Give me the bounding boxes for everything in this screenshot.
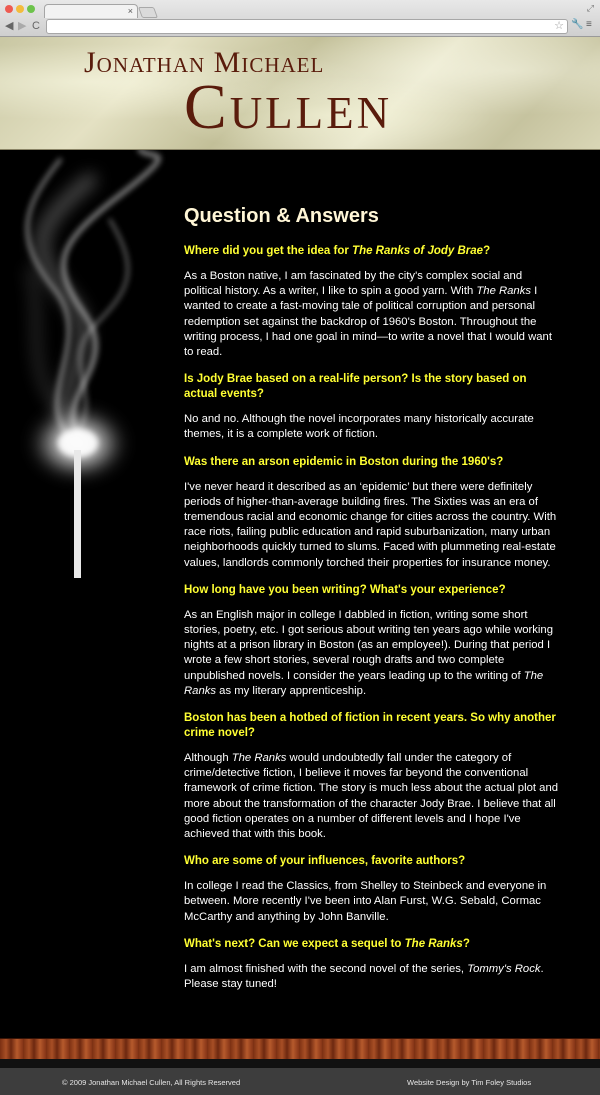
close-tab-icon[interactable]: × bbox=[127, 6, 133, 16]
answer-5: Although The Ranks would undoubtedly fall under the category of crime/detective fiction, I believe it moves far beyond the conventional framework of crime fiction. The story is much less about the actual plot and more about the transformation of the character Jody Brae. I believe that all good fiction operates on a number of different levels and I hope I've achieved that with this book. bbox=[184, 752, 559, 841]
reload-button[interactable]: C bbox=[32, 20, 40, 32]
question-3: Was there an arson epidemic in Boston during the 1960's? bbox=[184, 455, 504, 468]
answer-2: No and no. Although the novel incorporates many historically accurate themes, it is a complete work of fiction. bbox=[184, 413, 534, 441]
question-2: Is Jody Brae based on a real-life person? Is the story based on actual events? bbox=[184, 373, 527, 401]
bookmark-star-icon[interactable]: ☆ bbox=[554, 20, 564, 32]
browser-tab[interactable] bbox=[44, 4, 138, 18]
forward-button[interactable]: ▶ bbox=[18, 20, 27, 32]
browser-toolbar bbox=[0, 17, 600, 36]
smoke-plume bbox=[27, 150, 158, 440]
question-7: What's next? Can we expect a sequel to The Ranks? bbox=[184, 937, 470, 950]
zoom-window-button[interactable] bbox=[27, 5, 35, 13]
design-credit-link[interactable]: Website Design by Tim Foley Studios bbox=[407, 1078, 532, 1087]
answer-3: I've never heard it described as an ‘epidemic’ but there were definitely periods of higher-than-average building fires. The Sixties was an era of tremendous racial and economic change for cities across the country. With race riots, failing public education and rapid suburbanization, many urban neighborhoods quickly turned to slums. Faced with plummeting real-estate values, landlords commonly torched their properties for insurance money. bbox=[184, 480, 557, 569]
page-title: Question & Answers bbox=[184, 205, 379, 227]
author-first-names: Jonathan Michael bbox=[84, 46, 325, 79]
question-6: Who are some of your influences, favorite authors? bbox=[184, 855, 466, 868]
close-window-button[interactable] bbox=[5, 5, 13, 13]
address-bar[interactable] bbox=[46, 19, 568, 34]
answer-1: As a Boston native, I am fascinated by the city's complex social and political history. As a writer, I like to spin a good yarn. With The Ranks I wanted to create a fast-moving tale of political corruption and personal redemption set against the backdrop of 1960's Boston. Throughout the writing process, I had one goal in mind—to write a novel that I would want to read. bbox=[184, 270, 552, 359]
wood-divider bbox=[0, 1038, 600, 1060]
copyright-text: © 2009 Jonathan Michael Cullen, All Rights Reserved bbox=[62, 1078, 241, 1087]
main-content bbox=[184, 205, 562, 1004]
footer-gap bbox=[0, 1059, 600, 1068]
answer-4: As an English major in college I dabbled in fiction, writing some short stories, poetry, etc. I got serious about writing ten years ago while working nights at a prison library in Boston (as an employee!). During that period I wrote a few short stories, several rough drafts and two complete unpublished novels. I consider the years leading up to the writing of The Ranks as my literary apprenticeship. bbox=[184, 608, 554, 697]
site-header bbox=[0, 37, 600, 150]
back-button[interactable]: ◀ bbox=[5, 20, 14, 32]
menu-icon[interactable]: ≡ bbox=[586, 19, 592, 30]
tab-bar bbox=[0, 0, 600, 17]
burning-match-illustration bbox=[0, 150, 180, 580]
author-last-name: Cullen bbox=[184, 71, 393, 142]
question-4: How long have you been writing? What's your experience? bbox=[184, 583, 506, 596]
question-5: Boston has been a hotbed of fiction in recent years. So why another crime novel? bbox=[184, 712, 556, 740]
match-stick bbox=[74, 450, 81, 578]
minimize-window-button[interactable] bbox=[16, 5, 24, 13]
answer-7: I am almost finished with the second novel of the series, Tommy's Rock. Please stay tuned! bbox=[184, 962, 544, 991]
site-footer bbox=[0, 1068, 600, 1095]
question-1: Where did you get the idea for The Ranks of Jody Brae? bbox=[184, 245, 491, 257]
answer-6: In college I read the Classics, from Shelley to Steinbeck and everyone in between. More recently I've been into Alan Furst, W.G. Sebald, Cormac McCarthy and anything by John Banville. bbox=[184, 880, 547, 923]
wrench-icon[interactable]: 🔧 bbox=[571, 19, 584, 30]
fullscreen-icon[interactable]: ⤢ bbox=[586, 3, 594, 13]
browser-chrome bbox=[0, 0, 600, 37]
